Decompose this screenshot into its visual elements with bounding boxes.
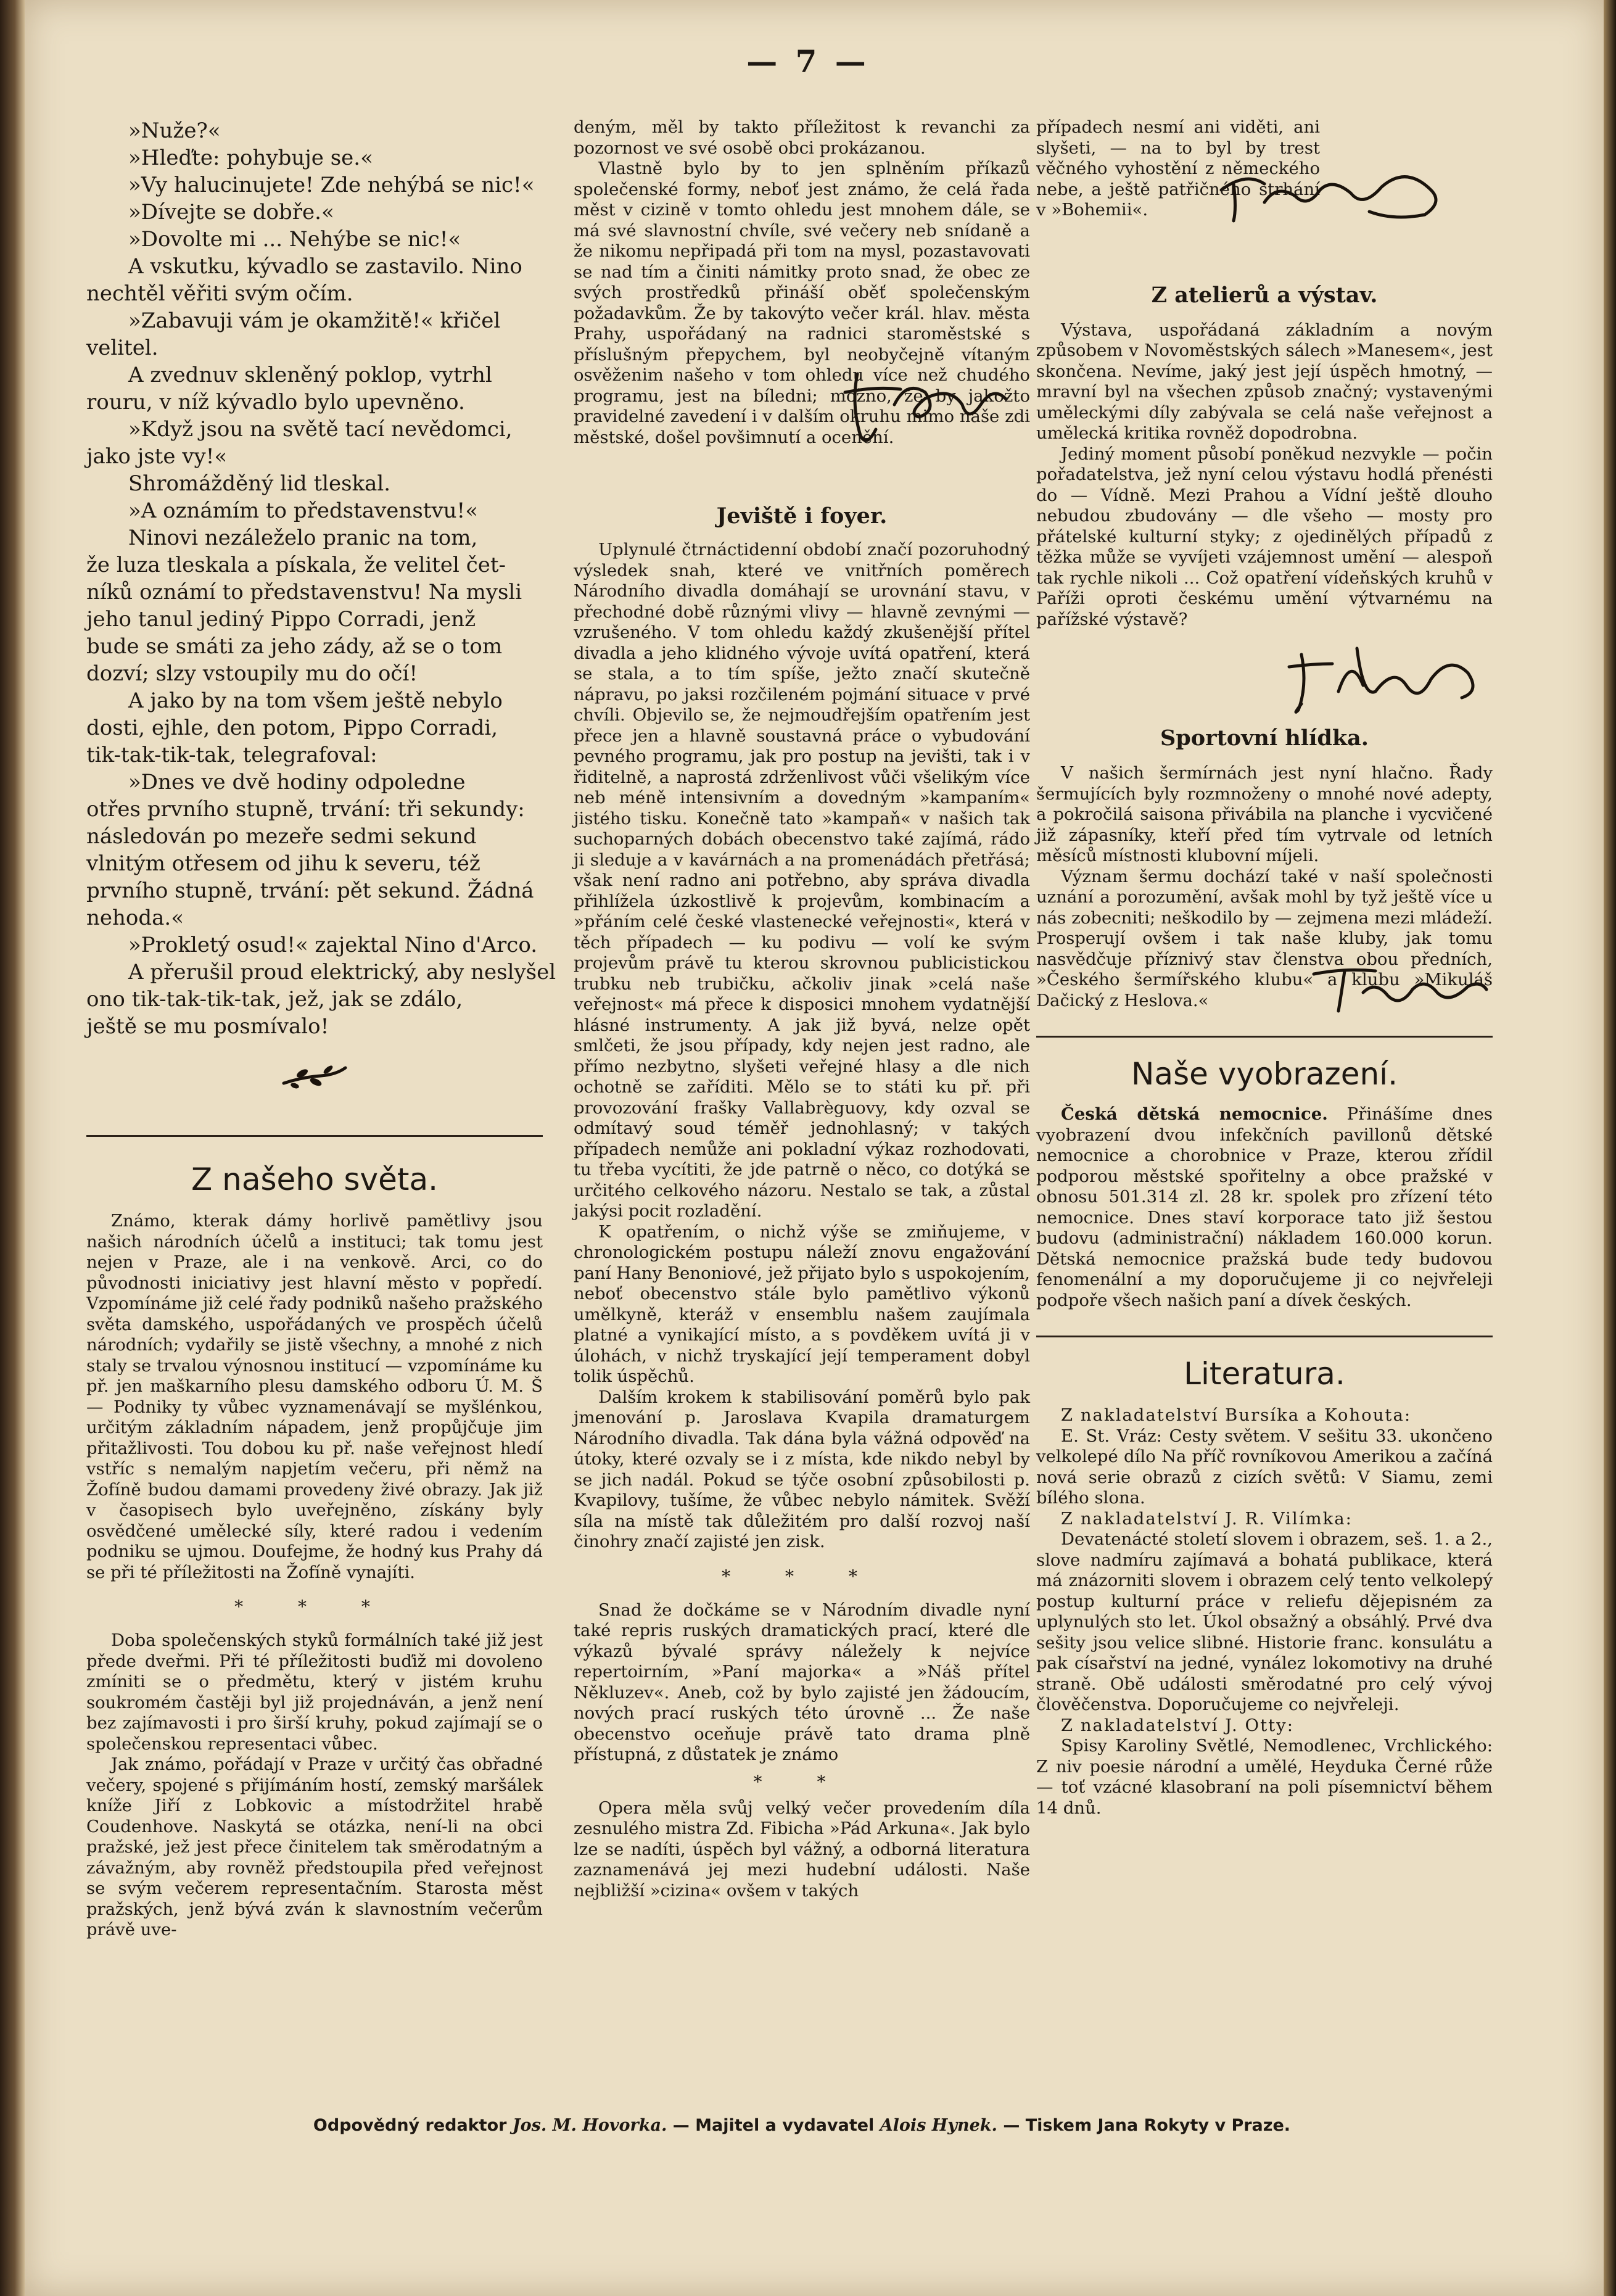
story-line: »Dnes ve dvě hodiny odpoledne bbox=[128, 770, 466, 795]
story-line: A přerušil proud elektrický, aby neslyšel bbox=[128, 960, 556, 985]
printer-label: — Tiskem Jana Rokyty v Praze. bbox=[1003, 2116, 1291, 2135]
separator-stars: * * * bbox=[722, 1566, 882, 1587]
paragraph: Jak známo, pořádají v Praze v určitý čas obřadné večery, spojené s přijímáním hostí, zemský maršálek kníže Jiří z Lobkovic a místodržitel hrabě Coudenhove. Naskytá se otázka, není-li na obci pražské, jež jest přece činitelem tak směrodatným a závažným, aby rovněž předstoupila před veřejnost se svým večerem representačním. Starosta měst pražských, jenž bývá zván k slavnostním večerům právě uve- bbox=[86, 1754, 543, 1939]
owner-name: Alois Hynek. bbox=[880, 2116, 997, 2135]
story-line: velitel. bbox=[86, 336, 159, 360]
story-line: že luza tleskala a pískala, že velitel čet- bbox=[86, 553, 506, 577]
story-line: »Když jsou na světě tací nevědomci, bbox=[128, 417, 513, 442]
paragraph: Snad že dočkáme se v Národním divadle nyní také repris ruských dramatických prací, které dle výkazů bývalé správy náležely k nejvíce repertoirním, »Paní majorka« a »Náš přítel Někluzev«. Aneb, což by bylo zajisté jen žádoucím, nových prací ruských této úrovně ... Že naše obecenstvo oceňuje právě tato drama plně přístupná, z důstatek je známo bbox=[574, 1600, 1030, 1764]
paragraph: V našich šermírnách jest nyní hlačno. Řady šermujících byly rozmnoženy o mnohé nové adepty, a pokročilá saisona přivábila na planche i vycvičené již zápasníky, kteří před tím vytrvale od letních měsíců místnosti klubovní míjeli. bbox=[1036, 763, 1493, 865]
page-number: — 7 — bbox=[746, 43, 870, 80]
paragraph bbox=[1036, 1104, 1493, 1311]
paragraph: deným, měl by takto příležitost k revanchi za pozornost ve své osobě obci prokázanou. bbox=[574, 117, 1030, 158]
page-binding-edge bbox=[0, 0, 25, 2296]
story-line: níků oznámí to představenstvu! Na mysli bbox=[86, 580, 522, 605]
paragraph: Spisy Karoliny Světlé, Nemodlenec, Vrchlického: Z niv poesie národní a umělé, Heyduka Černé růže — toť vzácné klasobraní na poli písemnictví během 14 dnů. bbox=[1036, 1736, 1493, 1818]
story-line: »Hleďte: pohybuje se.« bbox=[128, 146, 373, 170]
story-line: A zvednuv skleněný poklop, vytrhl bbox=[128, 363, 492, 387]
story-line: ono tik-tak-tik-tak, jež, jak se zdálo, bbox=[86, 987, 463, 1012]
ornament-divider bbox=[86, 1059, 543, 1098]
section-title-jeviste-i-foyer: Jeviště i foyer. bbox=[716, 503, 888, 529]
editor-label: Odpovědný redaktor bbox=[313, 2116, 507, 2135]
story-line: rouru, v níž kývadlo bylo upevněno. bbox=[86, 390, 465, 415]
paragraph-lead: Česká dětská nemocnice. bbox=[1061, 1104, 1328, 1124]
column-3 bbox=[1036, 117, 1493, 1819]
section-divider bbox=[86, 1135, 543, 1137]
separator-stars: * * bbox=[753, 1771, 851, 1792]
paragraph: Výstava, uspořádaná základním a novým způsobem v Novoměstských sálech »Manesem«, jest skončena. Nevíme, jaký jest její úspěch hmotný, — mravní byl na všechen způsob značný; vystavenými uměleckými díly zabývala se celá naše veřejnost a umělecká kritika rovněž dopodrobna. bbox=[1036, 320, 1493, 443]
section-divider bbox=[1036, 1336, 1493, 1337]
paragraph: Známo, kterak dámy horlivě pamětlivy jsou našich národních účelů a instituci; tak tomu jest nejen v Praze, ale i na venkově. Arci, co do původnosti iniciativy jest hlavní město v popředí. Vzpomínáme již celé řady podniků našeho pražského světa damského, uspořádaných ve prospěch účelů národních; vydařily se jistě všechny, a mnohé z nich staly se trvalou výnosnou institucí — vzpomínáme ku př. jen maškarního plesu damského odboru Ú. M. Š — Podniky ty vůbec vyznamenávají se myšlénkou, určitým základním nápadem, jenž propůjčuje jim přitažlivosti. Tou dobou ku př. naše veřejnost hledí vstříc s nemalým napjetím večeru, při němž na Žofíně budou damami provedeny živé obrazy. Jak již v časopisech bylo uveřejněno, získány byly osvědčené umělecké síly, které radou i vedením podniku se ujmou. Doufejme, že hodný kus Prahy dá se při té příležitosti na Žofíně vynajíti. bbox=[86, 1211, 543, 1582]
paragraph-body: Přinášíme dnes vyobrazení dvou infekčních pavillonů dětské nemocnice a chorobnice v Praze, kterou zřídil podporou městské spořitelny a obce pražské v obnosu 501.314 zl. 28 kr. spolek pro zřízení této nemocnice. Dnes staví korporace tato již šestou budovu (administrační) nákladem 160.000 korun. Dětská nemocnice pražská bude tedy budovou fenomenální a my doporučujeme ji co nejvřeleji podpoře všech našich paní a dívek českých. bbox=[1036, 1104, 1493, 1310]
publisher-heading: Z nakladatelství J. Otty: bbox=[1061, 1715, 1294, 1735]
paragraph: Jediný moment působí poněkud nezvykle — počin pořadatelstva, jež nyní celou výstavu hodlá přenésti do — Vídně. Mezi Prahou a Vídní ještě dlouho nebudou zbudovány — dle všeho — mosty pro přátelské kulturní styky; z ojedinělých případů z těžka může se vyvíjeti vzájemnost umění — alespoň tak rychle nikoli ... Což opatření vídeňských kruhů v Paříži oproti českému umění výtvarnému na pařížské výstavě? bbox=[1036, 444, 1493, 629]
story-line: »Vy halucinujete! Zde nehýbá se nic!« bbox=[128, 173, 535, 197]
section-title-nase-vyobrazeni: Naše vyobrazení. bbox=[1131, 1056, 1398, 1092]
separator-stars: * * * bbox=[234, 1596, 395, 1617]
story-line: vlnitým otřesem od jihu k severu, též bbox=[86, 851, 480, 876]
story-line: »Dívejte se dobře.« bbox=[128, 200, 334, 225]
story-line: »Nuže?« bbox=[128, 118, 221, 143]
story-line: tik-tak-tik-tak, telegrafoval: bbox=[86, 743, 377, 767]
column-2 bbox=[574, 117, 1030, 1901]
story-line: Ninovi nezáleželo pranic na tom, bbox=[128, 526, 478, 550]
section-title-literatura: Literatura. bbox=[1184, 1356, 1345, 1392]
story-line: A jako by na tom všem ještě nebylo bbox=[128, 688, 503, 713]
story-line: jako jste vy!« bbox=[86, 444, 228, 469]
paragraph: Devatenácté století slovem i obrazem, seš. 1. a 2., slove nadmíru zajímavá a bohatá publikace, která má znázorniti slovem i obrazem celý tento velkolepý postup kulturní práce v reliefu dějepisném za uplynulých sto let. Úkol obsažný a obsáhlý. Prvé dva sešity jsou velice slibné. Historie franc. konsulátu a pak císařství na jedné, vynález lokomotivy na druhé straně. Obě události směrodatné pro celý vývoj člověčenstva. Doporučujeme co nejvřeleji. bbox=[1036, 1529, 1493, 1714]
story-ending bbox=[86, 117, 556, 1040]
story-line: nechtěl věřiti svým očím. bbox=[86, 281, 353, 306]
story-line: »A oznámím to představenstvu!« bbox=[128, 498, 479, 523]
story-line: A vskutku, kývadlo se zastavilo. Nino bbox=[128, 254, 522, 279]
story-line: Shromážděný lid tleskal. bbox=[128, 471, 391, 496]
story-line: »Prokletý osud!« zajektal Nino d'Arco. bbox=[128, 933, 538, 957]
story-line: »Zabavuji vám je okamžitě!« křičel bbox=[128, 308, 501, 333]
section-title-z-atelieru-a-vystav: Z atelierů a výstav. bbox=[1151, 282, 1378, 308]
paragraph: Vlastně bylo by to jen splněním příkazů společenské formy, neboť jest známo, že celá řada měst v cizině v tomto ohledu jest mnohem dále, se má své slavnostní chvíle, své večery neb snídaně a že nikomu nepřipadá při tom na mysl, pozastavovati se nad tím a činiti námitky proto snad, že obec ze svých prostředků přináší oběť společenským požadavkům. Že by takovýto večer král. hlav. města Prahy, uspořádaný na radnici staroměstské s příslušným přepychem, byl neobyčejně vítaným osvěženim našeho v tom ohledu více než chudého programu, jest na bíledni; možno, že by jakožto pravidelné zavedení i v dalším okruhu mimo naše zdi městské, došel povšimnutí a ocenění. bbox=[574, 159, 1030, 447]
story-line: otřes prvního stupně, trvání: tři sekundy: bbox=[86, 797, 525, 822]
paragraph: Dalším krokem k stabilisování poměrů bylo pak jmenování p. Jaroslava Kvapila dramaturgem Národního divadla. Tak dána byla vážná odpověď na útoky, které ozvaly se i z místa, kde nikdo nebyl by se jich nadál. Pokud se týče osobní způsobilosti p. Kvapilovy, tušíme, že vůbec nebylo námitek. Svěží síla na místě tak důležitém pro další rozvoj naší činohry značí zajisté jen zisk. bbox=[574, 1387, 1030, 1551]
publisher-heading: Z nakladatelství Bursíka a Kohouta: bbox=[1061, 1405, 1412, 1425]
section-title-z-naseho-sveta: Z našeho světa. bbox=[191, 1162, 438, 1197]
owner-label: — Majitel a vydavatel bbox=[672, 2116, 875, 2135]
story-line: následován po mezeře sedmi sekund bbox=[86, 824, 477, 849]
paragraph: Doba společenských styků formálních také již jest přede dveřmi. Při té příležitosti buďiž mi dovoleno zmíniti se o předmětu, který v jistém kruhu soukromém častěji byl již projednáván, a jenž není bez zajímavosti i pro širší kruhy, pokud zajímají se o společenskou representaci vůbec. bbox=[86, 1630, 543, 1754]
story-line: dozví; slzy vstoupily mu do očí! bbox=[86, 661, 418, 686]
story-line: nehoda.« bbox=[86, 906, 184, 930]
page-right-edge bbox=[1604, 0, 1616, 2296]
story-line: »Dovolte mi ... Nehýbe se nic!« bbox=[128, 227, 461, 252]
paragraph: Uplynulé čtrnáctidenní období značí pozoruhodný výsledek snah, které ve vnitřních poměrech Národního divadla domáhají se urovnání stavu, v přechodné době různými vlivy — hlavně zevnými — vzrušeného. V tom ohledu každý zkušenější přítel divadla a jeho klidného vývoje uvítá opatření, která se stala, a to tím spíše, ježto značí skutečně nápravu, po jaksi rozčileném pojmání situace v prvé chvíli. Objevilo se, že nejmoudřejším opatřením jest přece jen a hlavně soustavná práce o vybudování pevného programu, jak pro postup na jevišti, tak i v řiditelně, a naprostá zdrženlivost vůči všelikým více neb méně intensivním a dovedným »kampaním« jistého tisku. Konečně tato »kampaň« v našich tak suchoparných dobách obecenstvo také zajímá, rádo ji sleduje a v kavárnách a na promenádách přetřásá; však není radno ani potřebno, aby správa divadla přihlížela úzkostlivě k projevům, kombinacím a »přáním celé české vlastenecké veřejnosti«, která v těch případech — ku podivu — volí ke svým projevům právě tu kterou skrovnou publicistickou trubku neb trubičku, ačkoliv jinak »celá naše veřejnost« má přece k disposici mnohem vydatnější hlásné instrumenty. A jak již byvá, nelze opět smlčeti, že jsou případy, kdy nejen jest radno, ale přímo nezbytno, slyšeti veřejné hlasy a dle nich ochotně se zaříditi. Mělo se to státi ku př. při provozování frašky Vallabrèguovy, kdy ozval se odmítavý soud téměř jednohlasný; v takých případech nemůže ani pokladní výkaz rozhodovati, tu třeba vycítiti, že jde patrně o něco, co dotýká se určitého celkového názoru. Nestalo se tak, a zůstal jakýsi pocit rozladění. bbox=[574, 540, 1030, 1221]
column-1 bbox=[86, 117, 556, 1941]
paragraph: Opera měla svůj velký večer provedením díla zesnulého mistra Zd. Fibicha »Pád Arkuna«. Jak bylo lze se nadíti, úspěch byl vážný, a odborná literatura zaznamenává jej mezi hudební události. Naše nejbližší »cizina« ovšem v takých bbox=[574, 1798, 1030, 1901]
story-line: dosti, ejhle, den potom, Pippo Corradi, bbox=[86, 716, 498, 740]
paragraph: E. St. Vráz: Cesty světem. V sešitu 33. ukončeno velkolepé dílo Na příč rovníkovou Amerikou a začíná nová serie obrazů z cizích světů: V Siamu, zemi bílého slona. bbox=[1036, 1426, 1493, 1508]
paragraph: případech nesmí ani viděti, ani slyšeti, — na to byl by trest věčného vyhostění z německého nebe, a ještě patřičného strhání v »Bohemii«. bbox=[1036, 117, 1320, 220]
imprint-footer bbox=[247, 2116, 1357, 2135]
section-divider bbox=[1036, 1036, 1493, 1038]
editor-name: Jos. M. Hovorka. bbox=[512, 2116, 667, 2135]
story-line: bude se smáti za jeho zády, až se o tom bbox=[86, 634, 503, 659]
paragraph: K opatřením, o nichž výše se zmiňujeme, v chronologickém postupu náleží znovu engažování paní Hany Benoniové, jež přijato bylo s uspokojením, neboť obecenstvo stále bylo pamětlivo výkonů umělkyně, kteráž v ensemblu našem zaujímala platné a vynikající místo, a s povděkem uvítá ji v úlohách, v nichž tryskající její temperament dobyl tolik úspěchů. bbox=[574, 1221, 1030, 1386]
publisher-heading: Z nakladatelství J. R. Vilímka: bbox=[1061, 1508, 1353, 1529]
story-line: prvního stupně, trvání: pět sekund. Žádná bbox=[86, 878, 534, 903]
section-title-sportovni-hlidka: Sportovní hlídka. bbox=[1160, 725, 1369, 751]
paragraph: Význam šermu dochází také v naší společnosti uznání a porozumění, avšak mohl by tyž ještě více u nás zobecniti; neškodilo by — zejmena mezi mládeží. Prosperují ovšem i tak naše kluby, jak tomu nasvědčuje příznivý stav členstva obou předních, »Českého šermířského klubu« a klubu »Mikuláš Dačický z Heslova.« bbox=[1036, 866, 1493, 1010]
story-line: jeho tanul jediný Pippo Corradi, jenž bbox=[86, 607, 476, 632]
story-line: ještě se mu posmívalo! bbox=[86, 1014, 329, 1039]
